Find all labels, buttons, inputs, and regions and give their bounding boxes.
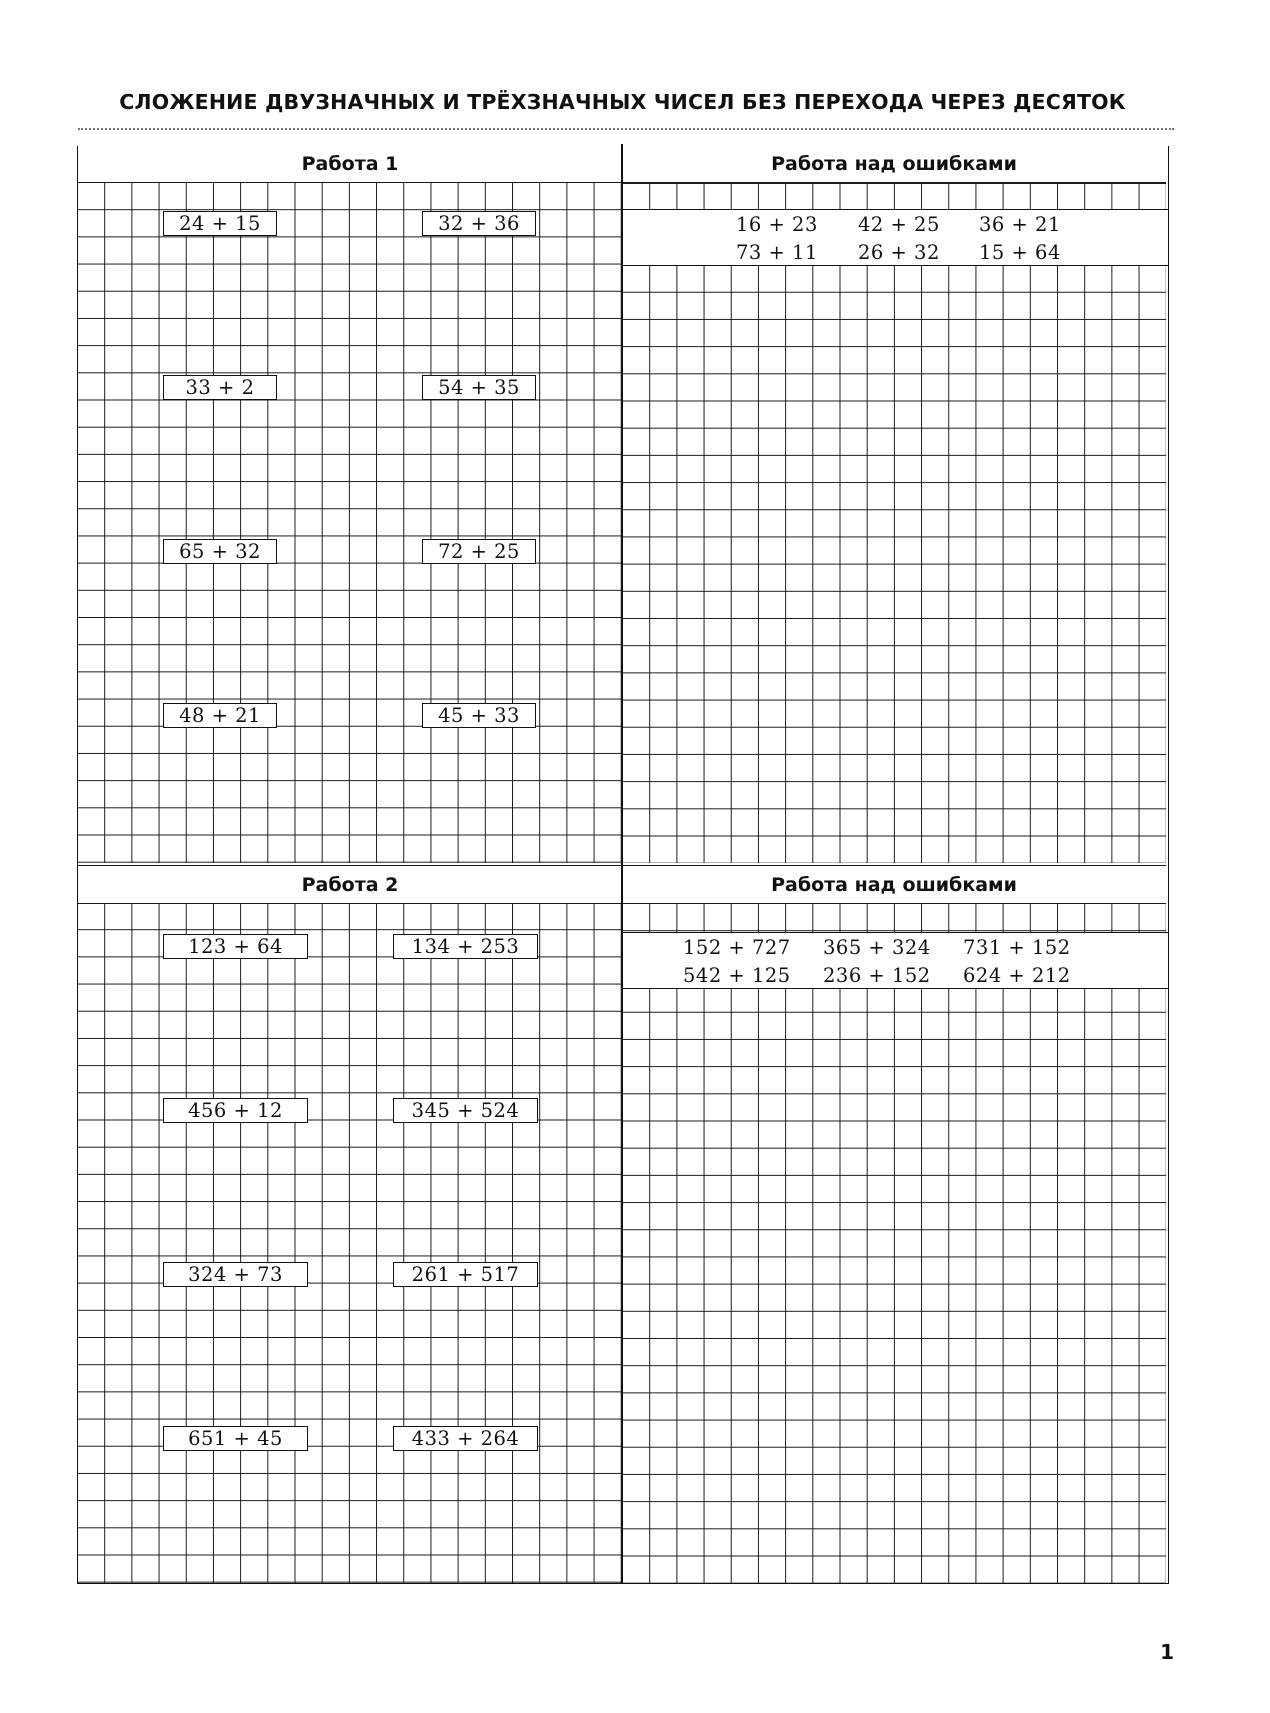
review2-task: 731 + 152 [963,936,1071,959]
work1-task: 54 + 35 [422,375,536,400]
review2-task: 152 + 727 [683,936,791,959]
review1-task: 15 + 64 [979,241,1061,264]
work1-task: 33 + 2 [163,375,277,400]
work1-header [78,146,622,183]
review1-header [622,146,1166,183]
review1-task-box [622,209,1169,266]
review2-task-box [622,932,1169,989]
work2-task: 651 + 45 [163,1426,308,1451]
page-number: 1 [1160,1640,1174,1664]
work2-grid [78,903,622,1583]
review1-task: 42 + 25 [858,213,940,236]
work2-task: 433 + 264 [393,1426,538,1451]
center-divider [621,144,623,1584]
work2-task: 261 + 517 [393,1262,538,1287]
review2-header [622,865,1166,904]
work1-task: 24 + 15 [163,211,277,236]
review1-task: 73 + 11 [736,241,818,264]
review1-task: 16 + 23 [736,213,818,236]
work2-task: 456 + 12 [163,1098,308,1123]
dotted-separator [78,128,1174,130]
review2-task: 624 + 212 [963,964,1071,987]
work2-task: 123 + 64 [163,934,308,959]
review1-task: 26 + 32 [858,241,940,264]
review2-grid [622,903,1166,1583]
work1-task: 72 + 25 [422,539,536,564]
work1-task: 45 + 33 [422,703,536,728]
review1-grid [622,183,1166,863]
review2-task: 542 + 125 [683,964,791,987]
review2-title: Работа над ошибками [771,873,1017,896]
work1-grid [78,183,622,863]
review1-title: Работа над ошибками [771,153,1017,175]
work2-title: Работа 2 [301,873,399,896]
work2-header [78,865,622,904]
work2-task: 134 + 253 [393,934,538,959]
work1-task: 32 + 36 [422,211,536,236]
page-title: СЛОЖЕНИЕ ДВУЗНАЧНЫХ И ТРЁХЗНАЧНЫХ ЧИСЕЛ БЕЗ ПЕРЕХОДА ЧЕРЕЗ ДЕСЯТОК [119,90,1126,114]
work1-task: 65 + 32 [163,539,277,564]
review1-task: 36 + 21 [979,213,1061,236]
review2-task: 236 + 152 [823,964,931,987]
work2-task: 345 + 524 [393,1098,538,1123]
review2-task: 365 + 324 [823,936,931,959]
work2-task: 324 + 73 [163,1262,308,1287]
work1-title: Работа 1 [301,153,399,175]
work1-task: 48 + 21 [163,703,277,728]
